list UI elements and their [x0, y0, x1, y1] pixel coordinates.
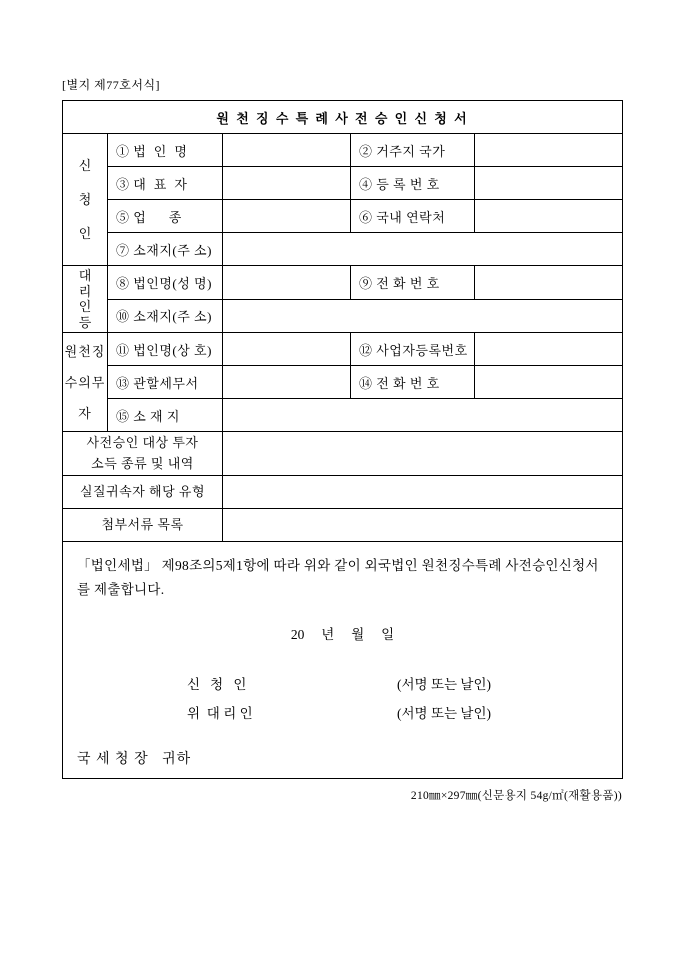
field-label-representative: ③ 대 표 자: [108, 167, 223, 200]
recipient-line: 국 세 청 장 귀하: [77, 752, 192, 768]
field-value-registration-number: [475, 167, 623, 200]
section-header-applicant-char: 인: [78, 225, 92, 241]
declaration-text: 「법인세법」 제98조의5제1항에 따라 위와 같이 외국법인 원천징수특례 사전승인신청서를 제출합니다.: [77, 557, 599, 597]
field-value-tax-office: [223, 366, 351, 399]
field-label-business-registration-number: ⑫ 사업자등록번호: [351, 333, 475, 366]
field-value-beneficial-owner-type: [223, 475, 623, 508]
section-header-applicant: [63, 134, 108, 266]
field-value-attached-documents: [223, 508, 623, 541]
field-value-agent-name: [223, 266, 351, 300]
field-label-beneficial-owner-type: 실질귀속자 해당 유형: [63, 475, 223, 508]
field-label-residence-country: ② 거주지 국가: [351, 134, 475, 167]
signature-note-applicant: (서명 또는 날인): [397, 677, 491, 693]
field-label-agent-address: ⑩ 소재지(주 소): [108, 299, 223, 333]
section-header-withholder-line: 자: [78, 405, 92, 421]
section-header-agent-char: 등: [78, 314, 92, 330]
field-value-withholder-address: [223, 399, 623, 432]
field-label-registration-number: ④ 등 록 번 호: [351, 167, 475, 200]
field-label-attached-documents: 첨부서류 목록: [63, 508, 223, 541]
field-value-business-registration-number: [475, 333, 623, 366]
form-reference: [별지 제77호서식]: [62, 78, 161, 92]
signature-label-agent: 위 대 리 인: [187, 706, 253, 722]
field-value-residence-country: [475, 134, 623, 167]
field-label-withholder-phone: ⑭ 전 화 번 호: [351, 366, 475, 399]
section-header-withholder-line: 수의무: [64, 374, 106, 390]
declaration-date-line: 20 년 월 일: [290, 627, 395, 643]
section-header-withholder-line: 원천징: [64, 343, 106, 359]
field-value-domestic-contact: [475, 200, 623, 233]
field-label-domestic-contact: ⑥ 국내 연락처: [351, 200, 475, 233]
paper-size-note: 210㎜×297㎜(신문용지 54g/㎡(재활용품)): [410, 790, 622, 803]
field-value-corp-name: [223, 134, 351, 167]
form-title: 원 천 징 수 특 례 사 전 승 인 신 청 서: [63, 101, 623, 134]
field-value-investment-income-details: [223, 432, 623, 476]
declaration-area: [63, 541, 623, 778]
field-label-corp-name: ① 법 인 명: [108, 134, 223, 167]
section-header-applicant-char: 신: [78, 157, 92, 173]
signature-note-agent: (서명 또는 날인): [397, 706, 491, 722]
field-value-withholder-phone: [475, 366, 623, 399]
field-label-agent-phone: ⑨ 전 화 번 호: [351, 266, 475, 300]
section-header-agent-char: 인: [78, 299, 92, 314]
field-label-withholder-address: ⑮ 소 재 지: [108, 399, 223, 432]
field-value-agent-address: [223, 299, 623, 333]
section-header-agent-char: 대: [78, 268, 92, 283]
section-header-agent-char: 리: [78, 283, 92, 299]
signature-row-agent: [187, 702, 610, 722]
field-label-tax-office: ⑬ 관할세무서: [108, 366, 223, 399]
section-header-withholder: [63, 333, 108, 432]
field-label-investment-income-details: 사전승인 대상 투자 소득 종류 및 내역: [63, 432, 223, 476]
section-header-agent: [63, 266, 108, 333]
signature-label-applicant: 신 청 인: [187, 677, 247, 693]
application-form-table: [62, 100, 623, 779]
field-label-agent-name: ⑧ 법인명(성 명): [108, 266, 223, 300]
section-header-applicant-char: 청: [78, 191, 92, 207]
field-label-business-type: ⑤ 업 종: [108, 200, 223, 233]
field-value-agent-phone: [475, 266, 623, 300]
field-value-applicant-address: [223, 233, 623, 266]
field-label-applicant-address: ⑦ 소재지(주 소): [108, 233, 223, 266]
field-value-withholder-name: [223, 333, 351, 366]
field-label-withholder-name: ⑪ 법인명(상 호): [108, 333, 223, 366]
field-value-business-type: [223, 200, 351, 233]
signature-row-applicant: [187, 673, 610, 693]
field-value-representative: [223, 167, 351, 200]
